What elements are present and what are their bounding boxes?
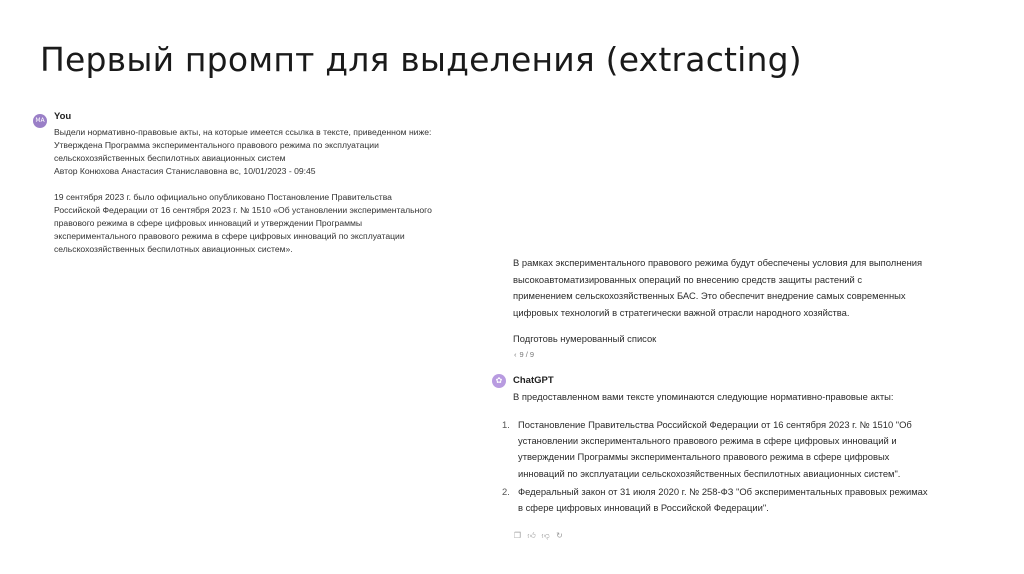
user-line: экспериментального правового режима в сфере цифровых инноваций по эксплуатации [54,231,405,241]
pager-count: 9 / 9 [519,350,535,359]
user-line: Утверждена Программа экспериментального правового режима по эксплуатации [54,140,379,150]
prompt-text: Подготовь нумерованный список [513,333,657,344]
list-item [502,484,972,516]
slide-title: Первый промпт для выделения (extracting) [40,40,802,79]
chatgpt-logo-icon: ✿ [492,374,506,388]
list-line: Федеральный закон от 31 июля 2020 г. № 258-ФЗ "Об экспериментальных правовых режимах [518,485,928,497]
list-number: 1. [502,419,510,430]
copy-icon[interactable]: ❐ [513,531,522,540]
list-line: утверждении Программы экспериментального правового режима в сфере цифровых [518,451,890,463]
continued-line: высокоавтоматизированных операций по внесению средств защиты растений с [513,273,863,285]
user-message-text [54,126,504,256]
user-line: Автор Конюхова Анастасия Станиславовна вс, 10/01/2023 - 09:45 [54,166,316,176]
list-line: инноваций по эксплуатации сельскохозяйственных беспилотных авиационных систем". [518,467,901,479]
list-item [502,417,972,482]
user-author-name: You [54,111,72,122]
list-line: установлении экспериментального правового режима в сфере цифровых инноваций и [518,435,897,447]
list-line: в сфере цифровых инноваций в Российской Федерации". [518,502,769,514]
user-line: сельскохозяйственных беспилотных авиационных систем [54,153,286,163]
assistant-author-name: ChatGPT [513,375,554,386]
user-line: сельскохозяйственных беспилотных авиационных систем». [54,244,293,254]
continued-line: В рамках экспериментального правового режима будут обеспечены условия для выполнения [513,257,923,268]
user-line: правового режима в сфере цифровых инноваций и утверждении Программы [54,218,363,228]
thumbs-down-icon[interactable]: 👎︎ [541,531,550,540]
user-line: Российской Федерации от 16 сентября 2023 г. № 1510 «Об установлении экспериментального [54,205,432,215]
list-number: 2. [502,485,510,497]
user-line: 19 сентября 2023 г. было официально опубликовано Постановление Правительства [54,192,392,202]
thumbs-up-icon[interactable]: 👍︎ [527,531,536,540]
message-pager [514,350,534,359]
continued-line: применением сельскохозяйственных БАС. Это обеспечит внедрение самых современных [513,290,906,301]
pager-prev-button[interactable]: ‹ [514,350,517,359]
assistant-intro: В предоставленном вами тексте упоминаются следующие нормативно-правовые акты: [513,391,894,402]
regenerate-icon[interactable]: ↻ [556,531,563,540]
continued-message [513,255,983,359]
user-avatar: MA [33,114,47,128]
message-actions [513,531,564,540]
user-line: Выдели нормативно-правовые акты, на которые имеется ссылка в тексте, приведенном ниже: [54,127,432,137]
assistant-list [502,417,972,518]
list-line: Постановление Правительства Российской Федерации от 16 сентября 2023 г. № 1510 "Об [518,419,912,430]
continued-line: цифровых технологий в стратегически важной отрасли народного хозяйства. [513,306,850,318]
